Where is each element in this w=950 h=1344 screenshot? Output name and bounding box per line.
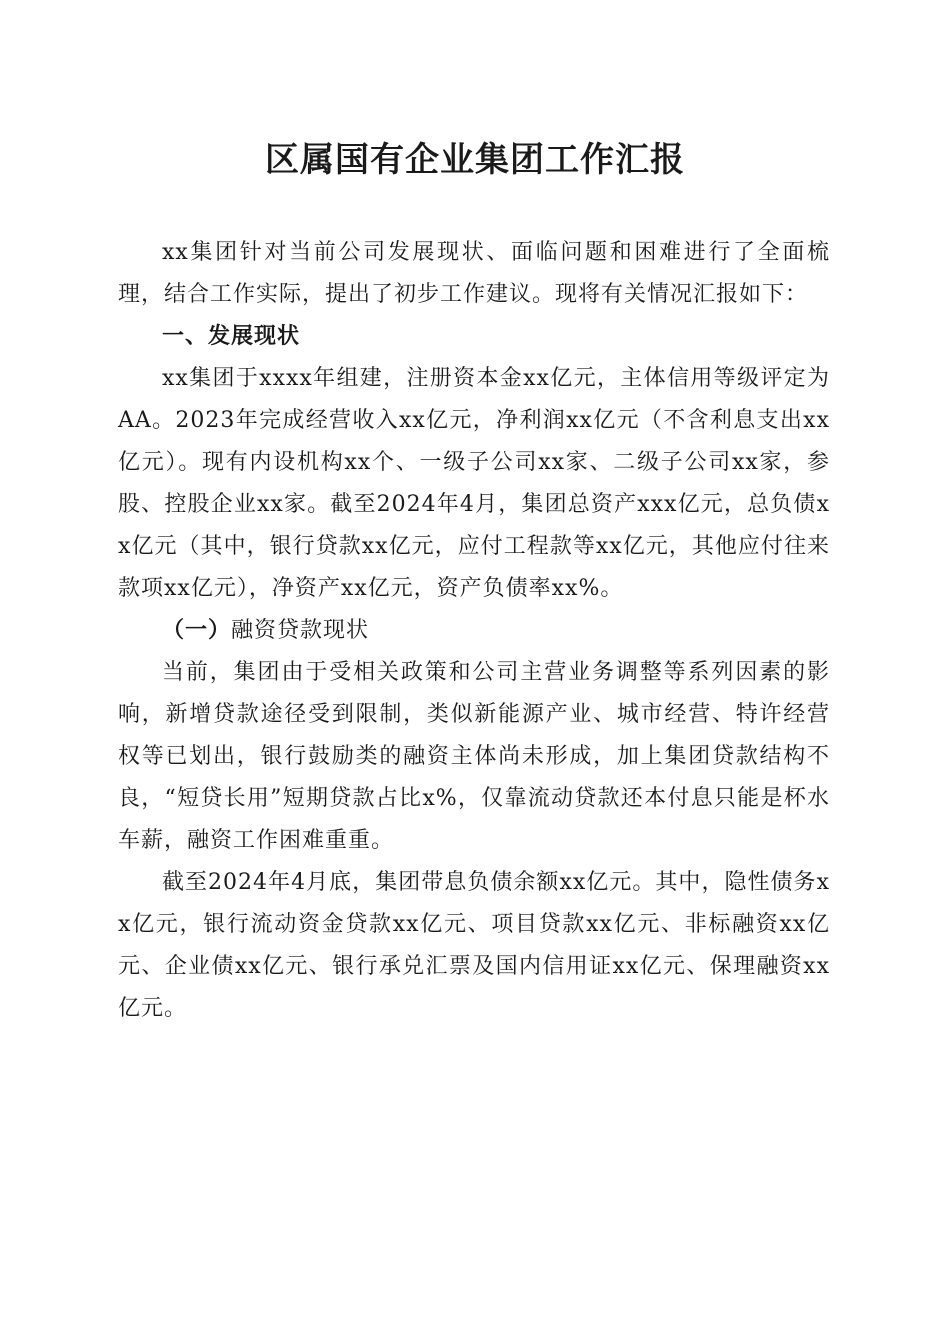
intro-paragraph: xx集团针对当前公司发展现状、面临问题和困难进行了全面梳理，结合工作实际，提出了初步工作建议。现将有关情况汇报如下：	[118, 240, 830, 307]
subsection-heading-text: 融资贷款现状	[231, 618, 370, 643]
document-title: 区属国有企业集团工作汇报	[265, 140, 685, 180]
section-heading-development-status: 一、发展现状	[162, 324, 301, 349]
financing-paragraph-2: 截至2024年4月底，集团带息负债余额xx亿元。其中，隐性债务xx亿元，银行流动资金贷款xx亿元、项目贷款xx亿元、非标融资xx亿元、企业债xx亿元、银行承兑汇票及国内信用证xx亿元、保理融资xx亿元。	[118, 870, 830, 1021]
subsection-number-label: （一）	[162, 618, 232, 643]
subsection-heading-financing-loans	[118, 610, 830, 652]
document-body	[118, 232, 830, 1030]
development-status-paragraph: xx集团于xxxx年组建，注册资本金xx亿元，主体信用等级评定为AA。2023年完成经营收入xx亿元，净利润xx亿元（不含利息支出xx亿元）。现有内设机构xx个、一级子公司xx家、二级子公司xx家，参股、控股企业xx家。截至2024年4月，集团总资产xxx亿元，总负债xx亿元（其中，银行贷款xx亿元，应付工程款等xx亿元，其他应付往来款项xx亿元），净资产xx亿元，资产负债率xx%。	[118, 366, 830, 601]
financing-paragraph-1: 当前，集团由于受相关政策和公司主营业务调整等系列因素的影响，新增贷款途径受到限制，类似新能源产业、城市经营、特许经营权等已划出，银行鼓励类的融资主体尚未形成，加上集团贷款结构不良，“短贷长用”短期贷款占比x%，仅靠流动贷款还本付息只能是杯水车薪，融资工作困难重重。	[118, 660, 830, 853]
